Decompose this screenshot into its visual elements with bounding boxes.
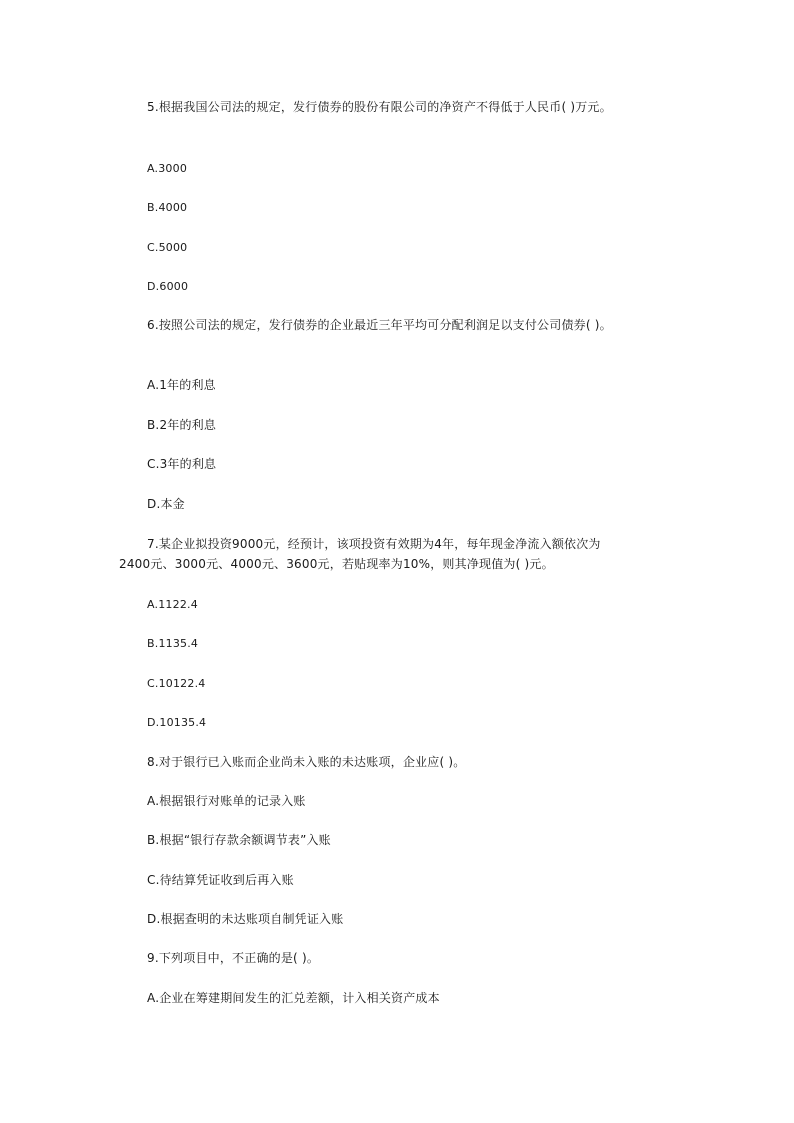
question-7-stem-continued: 2400元、3000元、4000元、3600元，若贴现率为10%，则其净现值为( )元。 — [119, 557, 554, 571]
question-7-stem: 7.某企业拟投资9000元，经预计，该项投资有效期为4年，每年现金净流入额依次为 — [147, 537, 601, 551]
question-5-stem: 5.根据我国公司法的规定，发行债券的股份有限公司的净资产不得低于人民币( )万元。 — [147, 100, 612, 114]
question-9-stem: 9.下列项目中，不正确的是( )。 — [147, 951, 320, 965]
question-8-option-c: C.待结算凭证收到后再入账 — [147, 873, 294, 887]
question-6-option-b: B.2年的利息 — [147, 418, 217, 432]
question-6-option-c: C.3年的利息 — [147, 457, 217, 471]
question-5-option-c: C.5000 — [147, 241, 188, 254]
question-7-option-b: B.1135.4 — [147, 637, 199, 650]
question-5-option-d: D.6000 — [147, 280, 189, 293]
question-6-option-a: A.1年的利息 — [147, 378, 216, 392]
question-5-option-b: B.4000 — [147, 201, 188, 214]
question-6-stem: 6.按照公司法的规定，发行债券的企业最近三年平均可分配利润足以支付公司债券( )。 — [147, 318, 612, 332]
question-8-option-b: B.根据“银行存款余额调节表”入账 — [147, 833, 331, 847]
question-7-option-d: D.10135.4 — [147, 716, 207, 729]
question-8-option-a: A.根据银行对账单的记录入账 — [147, 794, 306, 808]
question-5-option-a: A.3000 — [147, 162, 188, 175]
question-7-option-c: C.10122.4 — [147, 677, 206, 690]
question-9-option-a: A.企业在筹建期间发生的汇兑差额，计入相关资产成本 — [147, 991, 440, 1005]
question-8-option-d: D.根据查明的未达账项自制凭证入账 — [147, 912, 344, 926]
question-6-option-d: D.本金 — [147, 497, 185, 511]
question-7-option-a: A.1122.4 — [147, 598, 198, 611]
question-8-stem: 8.对于银行已入账而企业尚未入账的未达账项，企业应( )。 — [147, 755, 466, 769]
